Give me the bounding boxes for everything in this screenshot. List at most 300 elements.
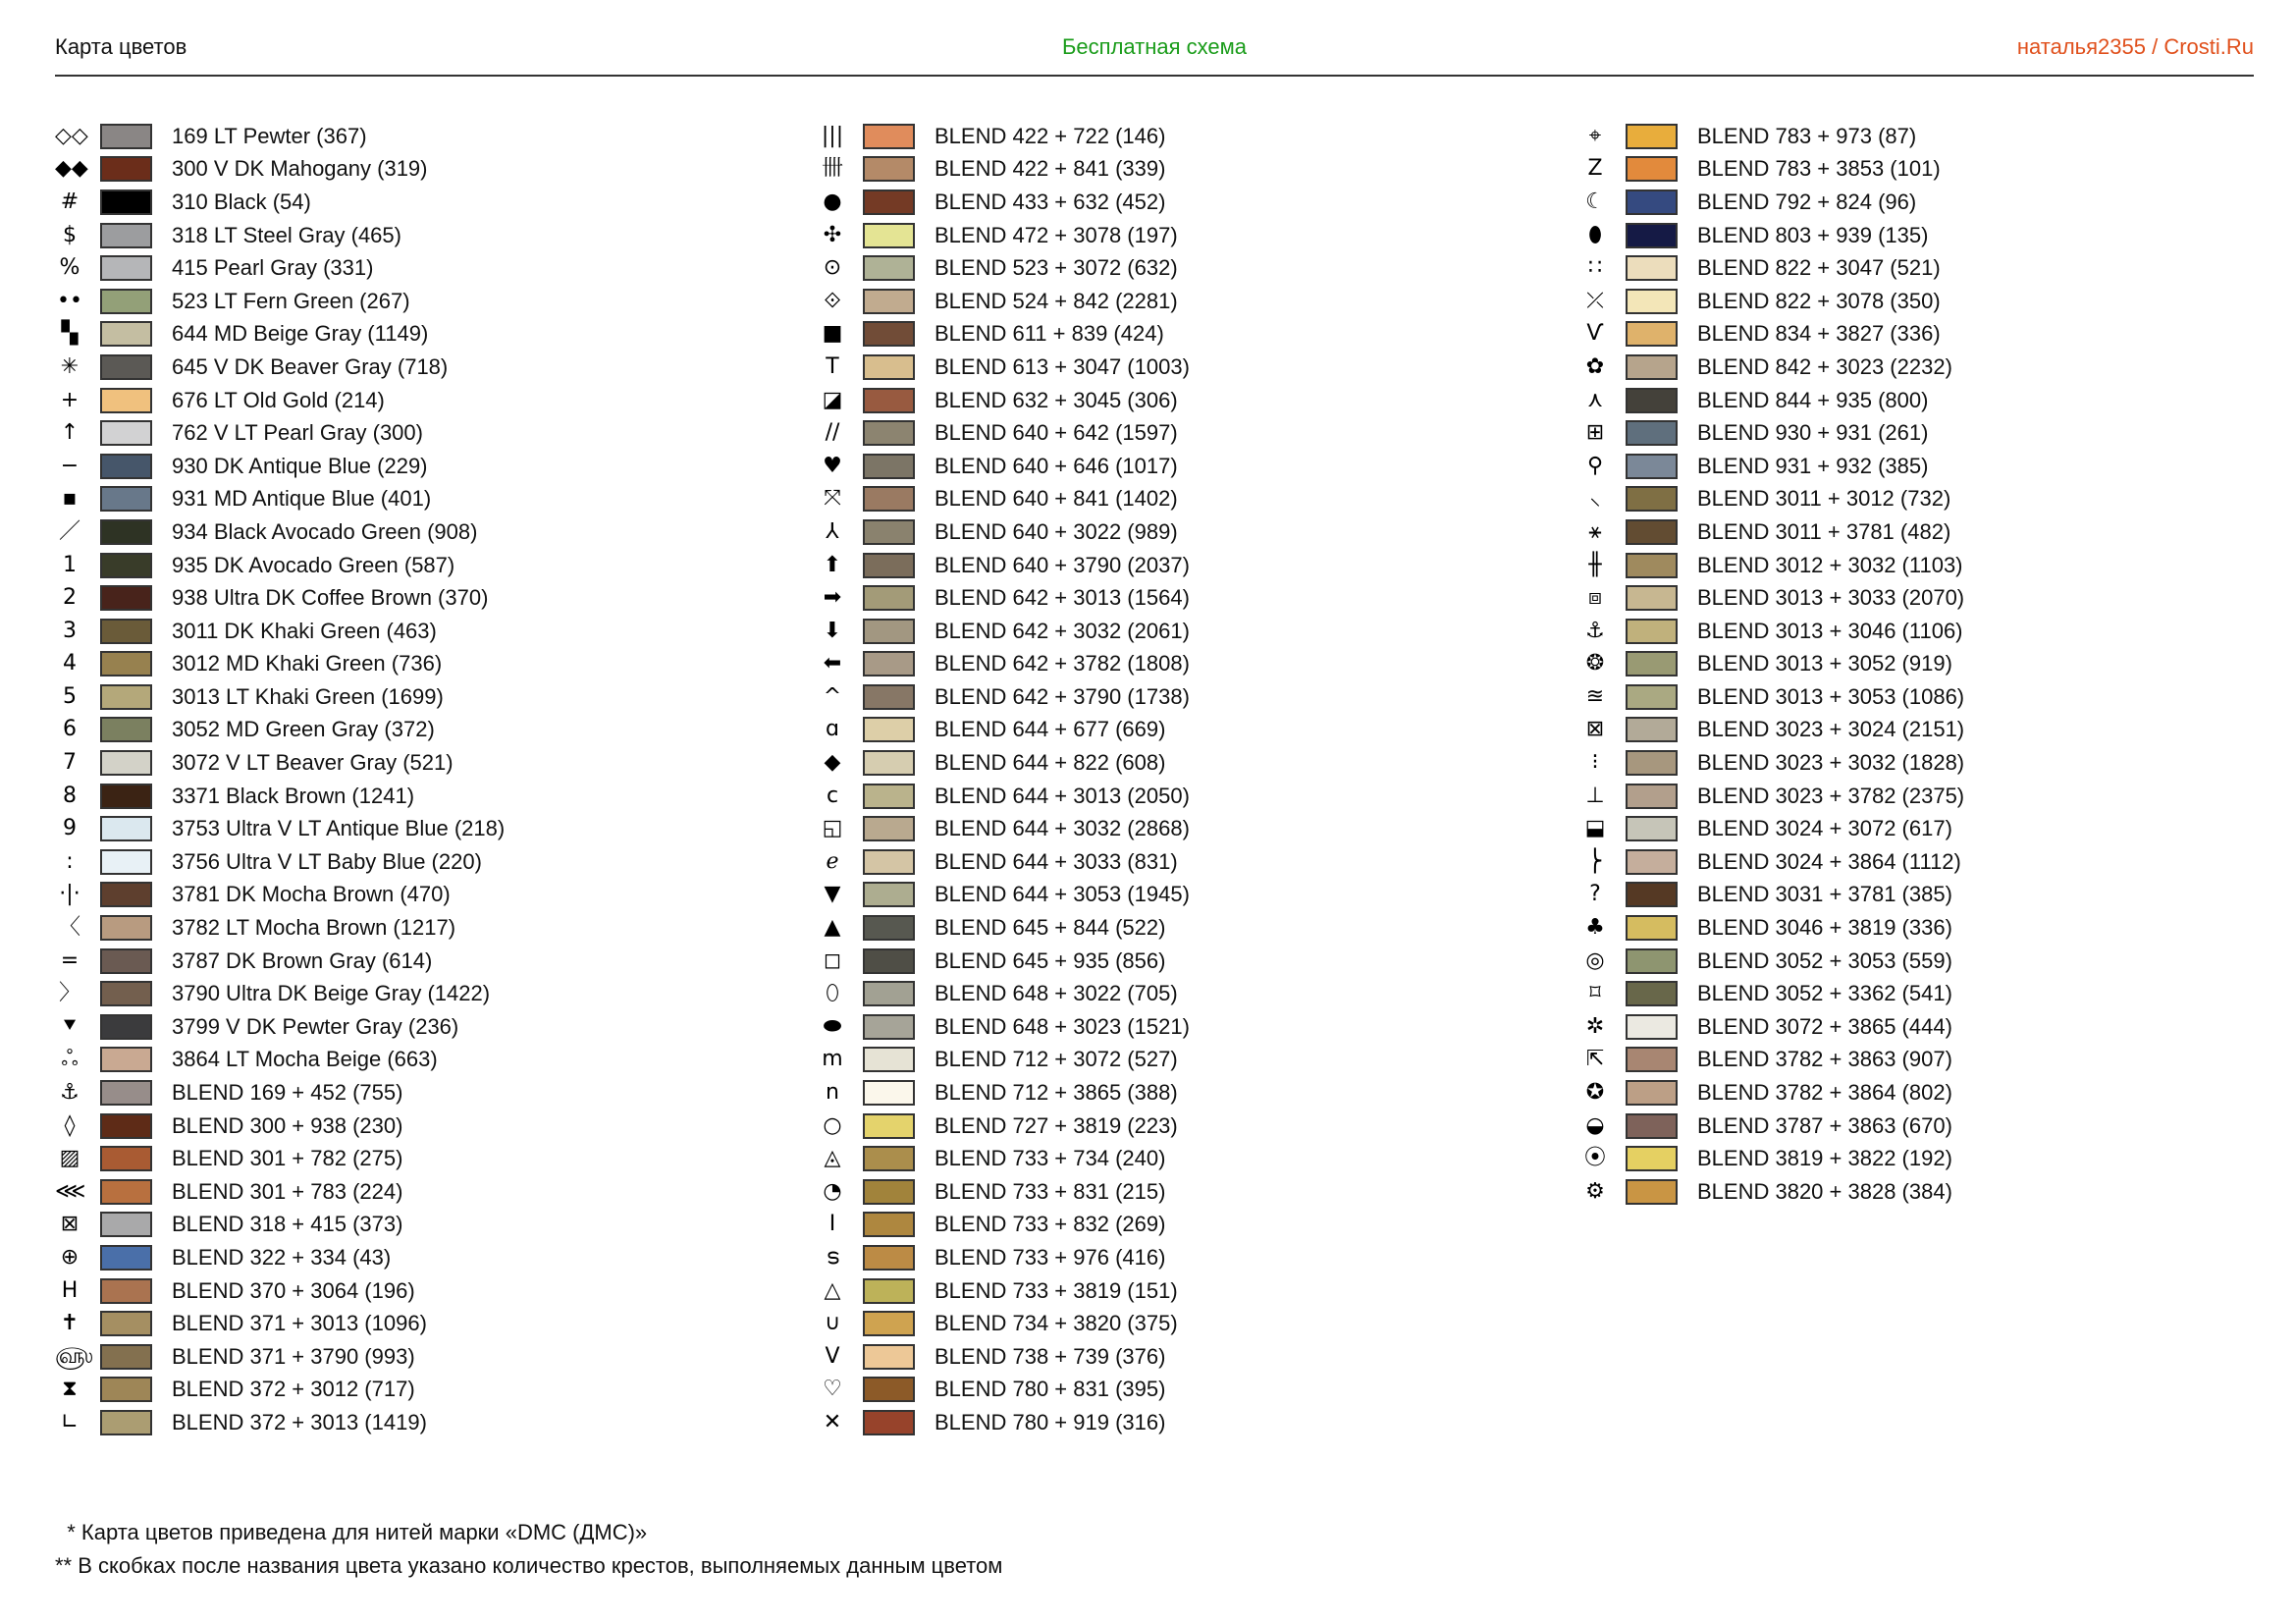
color-swatch: [863, 717, 915, 742]
stitch-symbol-icon: ✲: [1585, 1013, 1605, 1039]
color-swatch: [863, 651, 915, 676]
stitch-symbol-icon: −: [60, 453, 80, 478]
color-name: BLEND 733 + 3819 (151): [934, 1277, 1178, 1303]
color-name: 3864 LT Mocha Beige (663): [172, 1047, 438, 1072]
stitch-symbol-icon: ✳: [60, 353, 80, 379]
color-name: 3371 Black Brown (1241): [172, 783, 415, 808]
legend-row: [1580, 1010, 2296, 1044]
color-swatch: [1626, 651, 1678, 676]
color-name: 3782 LT Mocha Brown (1217): [172, 915, 456, 941]
stitch-symbol-icon: ⊥: [1585, 783, 1605, 808]
stitch-symbol-icon: ◱: [822, 816, 843, 841]
color-swatch: [863, 750, 915, 776]
color-name: 938 Ultra DK Coffee Brown (370): [172, 585, 489, 611]
color-name: BLEND 422 + 841 (339): [934, 156, 1166, 182]
color-name: 3790 Ultra DK Beige Gray (1422): [172, 981, 491, 1006]
legend-row: [818, 285, 1564, 318]
color-swatch: [100, 981, 152, 1006]
color-name: BLEND 372 + 3012 (717): [172, 1377, 415, 1402]
legend-row: [55, 780, 801, 813]
color-swatch: [863, 1278, 915, 1304]
stitch-symbol-icon: ௵: [55, 1343, 93, 1369]
stitch-symbol-icon: ↑: [60, 420, 80, 446]
color-name: BLEND 3819 + 3822 (192): [1697, 1146, 1952, 1171]
stitch-symbol-icon: //: [825, 420, 840, 446]
color-swatch: [863, 849, 915, 875]
color-swatch: [1626, 420, 1678, 446]
color-swatch: [100, 255, 152, 281]
stitch-symbol-icon: 4: [63, 651, 77, 676]
stitch-symbol-icon: 3: [63, 618, 77, 643]
color-swatch: [100, 1146, 152, 1171]
color-swatch: [863, 354, 915, 380]
color-swatch: [863, 816, 915, 841]
legend-row: [818, 680, 1564, 714]
legend-row: [1580, 416, 2296, 450]
color-name: BLEND 613 + 3047 (1003): [934, 353, 1190, 379]
color-name: BLEND 422 + 722 (146): [934, 123, 1166, 148]
color-name: BLEND 3052 + 3053 (559): [1697, 947, 1952, 973]
color-name: BLEND 3013 + 3053 (1086): [1697, 683, 1965, 709]
stitch-symbol-icon: H: [61, 1277, 79, 1303]
legend-row: [55, 879, 801, 912]
stitch-symbol-icon: 2: [63, 585, 77, 611]
stitch-symbol-icon: ⦿: [1583, 1146, 1606, 1171]
color-name: BLEND 842 + 3023 (2232): [1697, 353, 1952, 379]
stitch-symbol-icon: ⇱: [1585, 1047, 1605, 1072]
color-swatch: [1626, 388, 1678, 413]
color-name: BLEND 645 + 935 (856): [934, 947, 1166, 973]
color-swatch: [100, 321, 152, 347]
legend-row: [1580, 581, 2296, 615]
color-swatch: [100, 189, 152, 215]
color-name: BLEND 3782 + 3864 (802): [1697, 1080, 1952, 1106]
color-swatch: [863, 1146, 915, 1171]
color-name: 3012 MD Khaki Green (736): [172, 651, 443, 676]
legend-row: [55, 1175, 801, 1209]
color-name: BLEND 472 + 3078 (197): [934, 222, 1178, 247]
stitch-symbol-icon: ✝: [60, 1311, 80, 1336]
stitch-symbol-icon: ♥: [823, 453, 842, 478]
stitch-symbol-icon: ⊙: [823, 255, 842, 281]
legend-row: [1580, 384, 2296, 417]
color-name: BLEND 640 + 841 (1402): [934, 486, 1178, 512]
color-swatch: [863, 1047, 915, 1072]
legend-row: [1580, 845, 2296, 879]
header-title: Карта цветов: [55, 34, 187, 59]
color-name: BLEND 733 + 976 (416): [934, 1244, 1166, 1270]
color-swatch: [100, 1245, 152, 1271]
color-swatch: [100, 354, 152, 380]
color-name: BLEND 733 + 831 (215): [934, 1178, 1166, 1204]
stitch-symbol-icon: ∷: [1588, 255, 1602, 281]
stitch-symbol-icon: ✣: [823, 222, 842, 247]
color-name: BLEND 611 + 839 (424): [934, 321, 1164, 347]
color-name: 3781 DK Mocha Brown (470): [172, 882, 451, 907]
color-name: 169 LT Pewter (367): [172, 123, 367, 148]
color-swatch: [863, 684, 915, 710]
legend-row: [55, 845, 801, 879]
color-swatch: [1626, 519, 1678, 545]
color-swatch: [1626, 1014, 1678, 1040]
legend-row: [818, 1406, 1564, 1439]
color-swatch: [100, 948, 152, 974]
legend-row: [1580, 219, 2296, 252]
color-name: BLEND 644 + 3053 (1945): [934, 882, 1190, 907]
color-name: BLEND 648 + 3023 (1521): [934, 1013, 1190, 1039]
color-swatch: [1626, 156, 1678, 182]
legend-row: [818, 483, 1564, 516]
color-name: BLEND 822 + 3078 (350): [1697, 288, 1941, 313]
stitch-symbol-icon: ▚: [61, 321, 79, 347]
legend-row: [818, 515, 1564, 549]
color-swatch: [1626, 684, 1678, 710]
stitch-symbol-icon: ⊠: [1585, 717, 1605, 742]
color-name: BLEND 169 + 452 (755): [172, 1080, 403, 1106]
legend-row: [1580, 780, 2296, 813]
legend-row: [55, 1209, 801, 1242]
color-swatch: [100, 882, 152, 907]
color-swatch: [1626, 354, 1678, 380]
color-name: BLEND 3052 + 3362 (541): [1697, 981, 1952, 1006]
stitch-symbol-icon: ☾: [1585, 189, 1605, 214]
color-swatch: [863, 981, 915, 1006]
color-name: BLEND 640 + 3022 (989): [934, 518, 1178, 544]
color-name: 3072 V LT Beaver Gray (521): [172, 750, 454, 776]
legend-row: [1580, 1175, 2296, 1209]
color-name: 3756 Ultra V LT Baby Blue (220): [172, 848, 482, 874]
color-swatch: [1626, 454, 1678, 479]
legend-row: [55, 515, 801, 549]
stitch-symbol-icon: ⋏: [1586, 387, 1604, 412]
legend-row: [55, 1044, 801, 1077]
legend-row: [1580, 1076, 2296, 1109]
color-swatch: [100, 519, 152, 545]
color-name: BLEND 727 + 3819 (223): [934, 1112, 1178, 1138]
legend-row: [818, 945, 1564, 978]
stitch-symbol-icon: ◆: [824, 750, 841, 776]
legend-row: [55, 285, 801, 318]
legend-row: [818, 845, 1564, 879]
legend-row: [55, 812, 801, 845]
color-name: BLEND 712 + 3072 (527): [934, 1047, 1178, 1072]
color-swatch: [100, 1113, 152, 1139]
color-name: 762 V LT Pearl Gray (300): [172, 420, 423, 446]
color-name: BLEND 3820 + 3828 (384): [1697, 1178, 1952, 1204]
legend-row: [55, 615, 801, 648]
color-swatch: [100, 1344, 152, 1370]
color-swatch: [863, 486, 915, 512]
stitch-symbol-icon: ▨: [59, 1146, 80, 1171]
legend-row: [55, 648, 801, 681]
legend-column-3: [1580, 120, 2296, 1209]
color-swatch: [1626, 486, 1678, 512]
color-name: BLEND 645 + 844 (522): [934, 915, 1166, 941]
color-swatch: [100, 1377, 152, 1402]
color-name: 3013 LT Khaki Green (1699): [172, 683, 444, 709]
legend-row: [818, 648, 1564, 681]
color-swatch: [863, 915, 915, 941]
legend-row: [55, 1406, 801, 1439]
color-name: 935 DK Avocado Green (587): [172, 552, 455, 577]
color-swatch: [100, 1311, 152, 1336]
color-swatch: [1626, 816, 1678, 841]
color-swatch: [100, 388, 152, 413]
color-name: BLEND 524 + 842 (2281): [934, 288, 1178, 313]
color-swatch: [1626, 750, 1678, 776]
stitch-symbol-icon: I: [828, 1212, 836, 1237]
stitch-symbol-icon: ⬯: [826, 981, 839, 1006]
color-swatch: [1626, 255, 1678, 281]
legend-row: [818, 1076, 1564, 1109]
color-name: BLEND 3023 + 3782 (2375): [1697, 783, 1965, 808]
legend-row: [1580, 515, 2296, 549]
stitch-symbol-icon: ∪: [824, 1311, 841, 1336]
legend-row: [55, 219, 801, 252]
legend-row: [818, 384, 1564, 417]
legend-row: [818, 911, 1564, 945]
color-swatch: [863, 1113, 915, 1139]
color-name: 300 V DK Mahogany (319): [172, 156, 428, 182]
legend-row: [818, 1142, 1564, 1175]
color-name: BLEND 644 + 677 (669): [934, 717, 1166, 742]
header-free-scheme: Бесплатная схема: [1061, 34, 1247, 59]
legend-row: [55, 251, 801, 285]
color-swatch: [100, 454, 152, 479]
stitch-symbol-icon: ▼: [824, 882, 841, 907]
stitch-symbol-icon: 8: [63, 783, 77, 808]
stitch-symbol-icon: ⊠: [60, 1212, 80, 1237]
stitch-symbol-icon: ▲: [824, 915, 841, 941]
color-swatch: [100, 124, 152, 149]
stitch-symbol-icon: △: [824, 1277, 841, 1303]
stitch-symbol-icon: ◊: [64, 1112, 76, 1138]
stitch-symbol-icon: +: [60, 387, 80, 412]
legend-row: [818, 450, 1564, 483]
color-name: BLEND 644 + 3013 (2050): [934, 783, 1190, 808]
color-name: BLEND 3787 + 3863 (670): [1697, 1112, 1952, 1138]
stitch-symbol-icon: ⋘: [55, 1178, 86, 1204]
stitch-symbol-icon: %: [59, 255, 80, 281]
color-swatch: [863, 585, 915, 611]
color-swatch: [100, 849, 152, 875]
color-swatch: [863, 948, 915, 974]
legend-row: [818, 351, 1564, 384]
color-swatch: [863, 1311, 915, 1336]
color-swatch: [100, 1410, 152, 1435]
color-name: BLEND 372 + 3013 (1419): [172, 1409, 427, 1434]
stitch-symbol-icon: m: [822, 1047, 843, 1072]
color-swatch: [100, 289, 152, 314]
legend-row: [55, 1340, 801, 1374]
color-swatch: [1626, 619, 1678, 644]
color-name: BLEND 844 + 935 (800): [1697, 387, 1929, 412]
color-swatch: [863, 1080, 915, 1106]
legend-row: [818, 780, 1564, 813]
legend-row: [818, 1010, 1564, 1044]
legend-row: [55, 1241, 801, 1274]
color-swatch: [863, 454, 915, 479]
color-swatch: [863, 124, 915, 149]
color-name: BLEND 644 + 3033 (831): [934, 848, 1178, 874]
color-name: BLEND 734 + 3820 (375): [934, 1311, 1178, 1336]
stitch-symbol-icon: ⚓: [1585, 618, 1605, 643]
stitch-symbol-icon: ●: [823, 189, 842, 214]
color-swatch: [1626, 189, 1678, 215]
color-name: BLEND 3046 + 3819 (336): [1697, 915, 1952, 941]
color-name: BLEND 640 + 642 (1597): [934, 420, 1178, 446]
stitch-symbol-icon: ♡: [823, 1377, 842, 1402]
stitch-symbol-icon: ⚙: [1585, 1178, 1605, 1204]
color-name: BLEND 301 + 783 (224): [172, 1178, 403, 1204]
color-name: BLEND 733 + 832 (269): [934, 1212, 1166, 1237]
color-name: BLEND 930 + 931 (261): [1697, 420, 1929, 446]
stitch-symbol-icon: ⬮: [1588, 222, 1602, 247]
stitch-symbol-icon: ❂: [1585, 651, 1605, 676]
color-swatch: [1626, 321, 1678, 347]
legend-row: [1580, 615, 2296, 648]
stitch-symbol-icon: ⯆: [61, 1013, 79, 1039]
color-swatch: [863, 1245, 915, 1271]
header-author: наталья2355 / Crosti.Ru: [2016, 34, 2254, 59]
stitch-symbol-icon: ⌖: [1588, 123, 1602, 148]
legend-row: [55, 977, 801, 1010]
legend-row: [818, 1175, 1564, 1209]
color-name: 523 LT Fern Green (267): [172, 288, 410, 313]
color-name: 676 LT Old Gold (214): [172, 387, 385, 412]
stitch-symbol-icon: Ѵ: [1586, 321, 1604, 347]
color-swatch: [1626, 717, 1678, 742]
stitch-symbol-icon: ♣: [1585, 915, 1605, 941]
color-swatch: [100, 1014, 152, 1040]
color-swatch: [100, 1179, 152, 1205]
color-name: 644 MD Beige Gray (1149): [172, 321, 429, 347]
legend-row: [818, 1044, 1564, 1077]
color-legend: [55, 120, 2254, 1434]
color-name: 310 Black (54): [172, 189, 311, 214]
color-name: BLEND 780 + 919 (316): [934, 1409, 1166, 1434]
legend-row: [55, 1076, 801, 1109]
legend-row: [1580, 945, 2296, 978]
stitch-symbol-icon: $: [63, 222, 77, 247]
stitch-symbol-icon: 1: [63, 552, 77, 577]
stitch-symbol-icon: ◇◇: [55, 123, 88, 148]
color-name: BLEND 371 + 3013 (1096): [172, 1311, 427, 1336]
legend-row: [55, 1374, 801, 1407]
legend-row: [55, 680, 801, 714]
stitch-symbol-icon: ஃ: [61, 1047, 79, 1072]
color-name: BLEND 3013 + 3033 (2070): [1697, 585, 1965, 611]
color-name: BLEND 640 + 3790 (2037): [934, 552, 1190, 577]
color-swatch: [100, 915, 152, 941]
color-swatch: [1626, 948, 1678, 974]
color-swatch: [100, 684, 152, 710]
legend-row: [818, 1209, 1564, 1242]
color-name: BLEND 370 + 3064 (196): [172, 1277, 415, 1303]
color-name: BLEND 3013 + 3046 (1106): [1697, 618, 1963, 643]
color-swatch: [863, 1179, 915, 1205]
stitch-symbol-icon: ⊞: [1585, 420, 1605, 446]
legend-row: [1580, 648, 2296, 681]
color-name: BLEND 783 + 3853 (101): [1697, 156, 1941, 182]
color-name: BLEND 3012 + 3032 (1103): [1697, 552, 1963, 577]
stitch-symbol-icon: ◬: [824, 1146, 841, 1171]
color-swatch: [100, 585, 152, 611]
color-swatch: [100, 784, 152, 809]
color-name: BLEND 642 + 3032 (2061): [934, 618, 1190, 643]
stitch-symbol-icon: ◻: [823, 947, 842, 973]
footnote-1: * Карта цветов приведена для нитей марки «DMC (ДМС)»: [55, 1520, 648, 1544]
legend-row: [818, 977, 1564, 1010]
stitch-symbol-icon: T: [826, 353, 839, 379]
legend-row: [818, 879, 1564, 912]
legend-row: [818, 1109, 1564, 1143]
color-swatch: [863, 420, 915, 446]
stitch-symbol-icon: ✕: [823, 1409, 842, 1434]
legend-row: [818, 1274, 1564, 1308]
legend-row: [1580, 153, 2296, 187]
color-swatch: [863, 553, 915, 578]
legend-row: [1580, 879, 2296, 912]
stitch-symbol-icon: ⅄: [826, 518, 839, 544]
color-name: BLEND 3072 + 3865 (444): [1697, 1013, 1952, 1039]
legend-row: [818, 746, 1564, 780]
legend-row: [55, 1307, 801, 1340]
color-name: BLEND 733 + 734 (240): [934, 1146, 1166, 1171]
stitch-symbol-icon: :: [66, 848, 74, 874]
stitch-symbol-icon: 5: [63, 683, 77, 709]
color-swatch: [1626, 585, 1678, 611]
color-swatch: [863, 619, 915, 644]
stitch-symbol-icon: ⬆: [823, 552, 842, 577]
stitch-symbol-icon: ⤫: [1586, 288, 1604, 313]
color-name: BLEND 644 + 3032 (2868): [934, 816, 1190, 841]
legend-row: [55, 120, 801, 153]
legend-row: [1580, 285, 2296, 318]
legend-row: [1580, 120, 2296, 153]
stitch-symbol-icon: 9: [63, 816, 77, 841]
stitch-symbol-icon: ɑ: [826, 717, 839, 742]
color-name: BLEND 712 + 3865 (388): [934, 1080, 1178, 1106]
legend-row: [818, 1307, 1564, 1340]
legend-column-1: [55, 120, 801, 1439]
legend-row: [1580, 714, 2296, 747]
color-swatch: [1626, 124, 1678, 149]
color-swatch: [863, 321, 915, 347]
color-swatch: [1626, 882, 1678, 907]
color-name: BLEND 318 + 415 (373): [172, 1212, 403, 1237]
stitch-symbol-icon: 卌: [821, 156, 843, 182]
legend-row: [818, 416, 1564, 450]
color-name: 930 DK Antique Blue (229): [172, 453, 428, 478]
stitch-symbol-icon: ⬇: [823, 618, 842, 643]
color-swatch: [100, 420, 152, 446]
stitch-symbol-icon: 〈: [58, 915, 80, 941]
legend-row: [1580, 450, 2296, 483]
color-swatch: [1626, 849, 1678, 875]
color-name: BLEND 642 + 3782 (1808): [934, 651, 1190, 676]
color-swatch: [863, 1410, 915, 1435]
legend-row: [1580, 483, 2296, 516]
color-swatch: [100, 223, 152, 248]
legend-row: [818, 251, 1564, 285]
color-name: BLEND 3024 + 3864 (1112): [1697, 848, 1961, 874]
color-swatch: [1626, 1113, 1678, 1139]
color-name: BLEND 3013 + 3052 (919): [1697, 651, 1952, 676]
stitch-symbol-icon: ⬅: [823, 651, 842, 676]
legend-row: [1580, 1142, 2296, 1175]
color-swatch: [100, 553, 152, 578]
